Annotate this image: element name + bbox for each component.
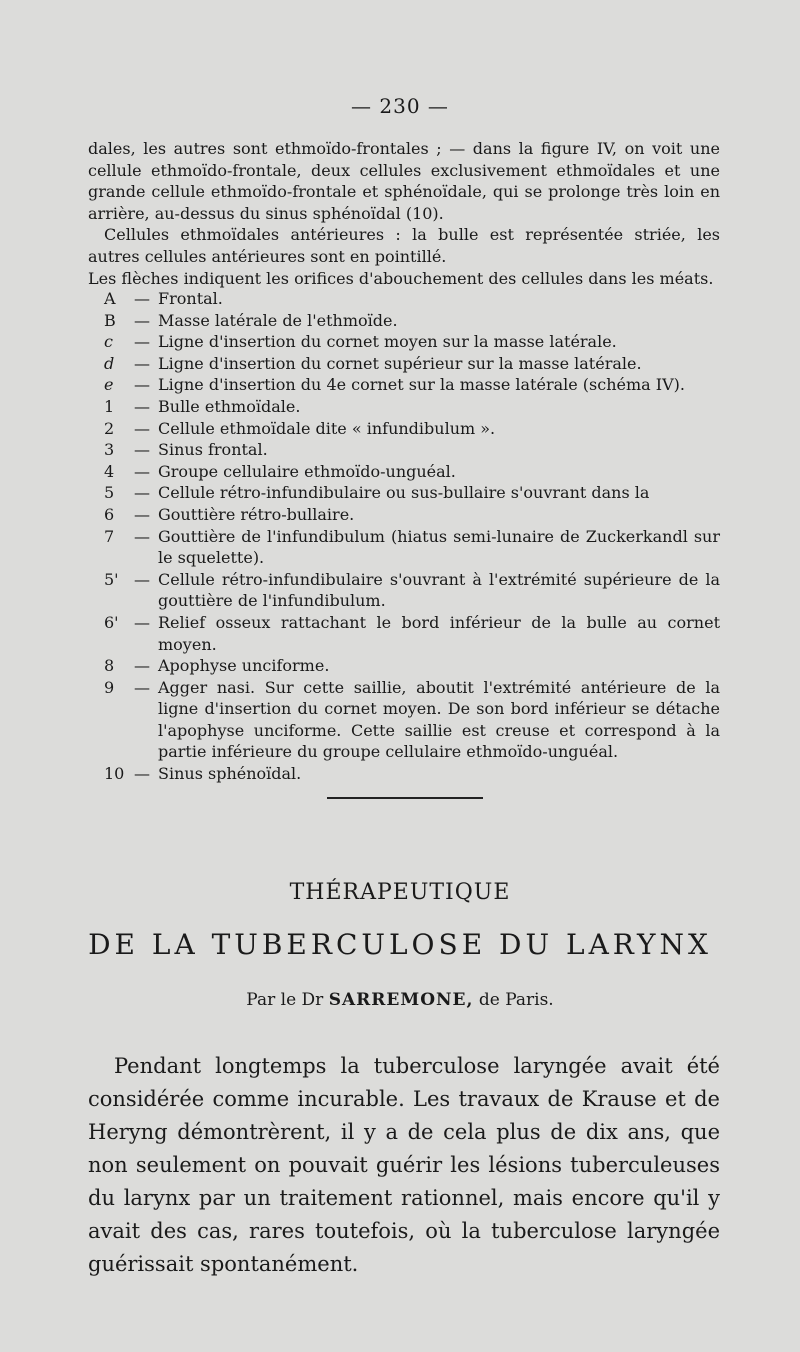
legend-key: 4 (104, 461, 115, 481)
legend-text: Sinus sphénoïdal. (158, 764, 302, 784)
intro-paragraph-2: Cellules ethmoïdales antérieures : la bulle est représentée striée, les autres cellules antérieures sont en pointillé. (88, 225, 720, 266)
legend-text: Ligne d'insertion du cornet moyen sur la masse latérale. (158, 332, 617, 352)
body-paragraph: Pendant longtemps la tuberculose laryngée avait été considérée comme incurable. Les travaux de Krause et de Heryng démontrèrent, il y a de cela plus de dix ans, que non seulement on pouvait guérir les lésions tuberculeuses du larynx par un traitement rationnel, mais encore qu'il y avait des cas, rares toutefois, où la tuberculose laryngée guérissait spontanément. (88, 1054, 720, 1276)
legend-text: Gouttière de l'infundibulum (hiatus semi-lunaire de Zuckerkandl sur le squelette). (158, 526, 720, 568)
legend-key: B (104, 310, 116, 330)
legend-dash: — (134, 396, 150, 416)
legend-item (88, 396, 720, 418)
legend-text: Cellule rétro-infundibulaire s'ouvrant à l'extrémité supérieure de la gouttière de l'infundibulum. (158, 569, 720, 611)
legend-key: 5' (104, 569, 119, 589)
legend-dash: — (134, 310, 150, 330)
legend-item (88, 526, 720, 569)
legend-key: 5 (104, 483, 115, 503)
section-divider (327, 797, 483, 799)
legend-key: 8 (104, 656, 115, 676)
legend-text: Relief osseux rattachant le bord inférieur de la bulle au cornet moyen. (158, 612, 720, 654)
legend-key: c (104, 332, 113, 352)
legend-item (88, 439, 720, 461)
intro-paragraph-3: Les flèches indiquent les orifices d'abouchement des cellules dans les méats. (88, 268, 714, 288)
legend-item (88, 482, 720, 504)
figure-legend (88, 288, 720, 785)
legend-text: Groupe cellulaire ethmoïdo-unguéal. (158, 461, 456, 481)
legend-dash: — (134, 418, 150, 438)
legend-key: 6 (104, 504, 115, 524)
legend-key: e (104, 375, 114, 395)
legend-key: 2 (104, 418, 115, 438)
legend-key: A (104, 289, 116, 308)
legend-dash: — (134, 526, 150, 546)
legend-item (88, 461, 720, 483)
legend-text: Apophyse unciforme. (158, 656, 330, 676)
byline-author: SARREMONE, (328, 990, 474, 1010)
legend-key: 10 (104, 764, 125, 784)
legend-key: 1 (104, 396, 115, 416)
legend-dash: — (134, 483, 150, 503)
legend-text: Sinus frontal. (158, 440, 268, 460)
legend-dash: — (134, 677, 150, 697)
legend-item (88, 504, 720, 526)
legend-dash: — (134, 612, 150, 632)
legend-item (88, 288, 720, 310)
legend-item (88, 655, 720, 677)
intro-text (88, 138, 720, 289)
legend-dash: — (134, 764, 150, 784)
legend-key: d (104, 353, 115, 373)
legend-item (88, 612, 720, 655)
byline-suffix: de Paris. (478, 990, 554, 1010)
legend-key: 9 (104, 677, 115, 697)
legend-dash: — (134, 569, 150, 589)
legend-text: Ligne d'insertion du 4e cornet sur la masse latérale (schéma IV). (158, 375, 685, 395)
page-number: — 230 — (351, 94, 449, 118)
legend-item (88, 331, 720, 353)
legend-key: 6' (104, 612, 119, 632)
legend-item (88, 677, 720, 763)
legend-text: Cellule ethmoïdale dite « infundibulum ». (158, 418, 496, 438)
legend-key: 7 (104, 526, 115, 546)
legend-text: Masse latérale de l'ethmoïde. (158, 310, 398, 330)
legend-item (88, 763, 720, 785)
legend-dash: — (134, 440, 150, 460)
legend-text: Frontal. (158, 289, 223, 308)
byline (0, 990, 800, 1010)
legend-text: Agger nasi. Sur cette saillie, aboutit l'extrémité antérieure de la ligne d'insertion du cornet moyen. De son bord inférieur se détache l'apophyse unciforme. Cette saillie est creuse et correspond à la partie inférieure du groupe cellulaire ethmoïdo-unguéal. (158, 677, 720, 762)
legend-item (88, 374, 720, 396)
legend-text: Cellule rétro-infundibulaire ou sus-bullaire s'ouvrant dans la (158, 483, 650, 503)
byline-prefix: Par le Dr (246, 990, 324, 1010)
legend-key: 3 (104, 440, 115, 460)
legend-dash: — (134, 353, 150, 373)
legend-dash: — (134, 375, 150, 395)
intro-paragraph-1: dales, les autres sont ethmoïdo-frontales ; — dans la figure IV, on voit une cellule ethmoïdo-frontale, deux cellules exclusivement ethmoïdales et une grande cellule ethmoïdo-frontale et sphénoïdale, qui se prolonge très loin en arrière, au-dessus du sinus sphénoïdal (10). (88, 139, 720, 223)
legend-text: Bulle ethmoïdale. (158, 396, 301, 416)
legend-item (88, 569, 720, 612)
legend-text: Ligne d'insertion du cornet supérieur sur la masse latérale. (158, 353, 642, 373)
legend-dash: — (134, 289, 150, 308)
legend-item (88, 418, 720, 440)
article-title: DE LA TUBERCULOSE DU LARYNX (88, 928, 712, 961)
legend-item (88, 353, 720, 375)
legend-item (88, 310, 720, 332)
legend-dash: — (134, 656, 150, 676)
section-title: THÉRAPEUTIQUE (289, 880, 511, 905)
legend-dash: — (134, 461, 150, 481)
legend-dash: — (134, 332, 150, 352)
legend-text: Gouttière rétro-bullaire. (158, 504, 355, 524)
legend-dash: — (134, 504, 150, 524)
